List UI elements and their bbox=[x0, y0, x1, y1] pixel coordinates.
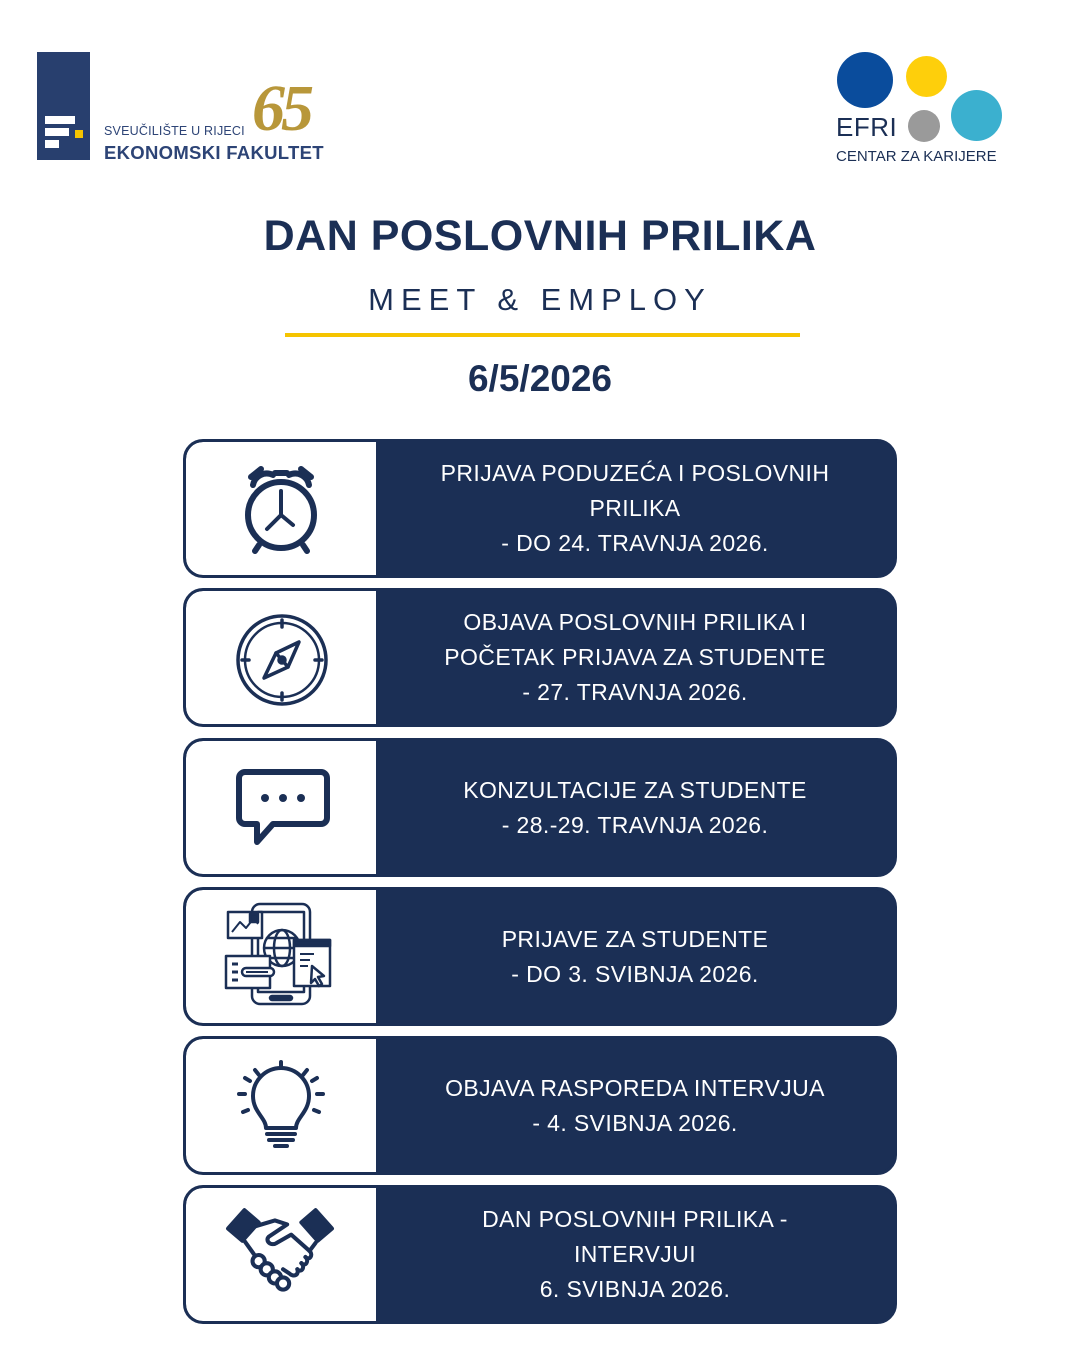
handshake-icon bbox=[224, 1206, 336, 1303]
timeline-text-label: OBJAVA RASPOREDA INTERVJUA - 4. SVIBNJA 2026. bbox=[445, 1074, 825, 1136]
faculty-logo-mark bbox=[37, 52, 90, 160]
logo-dot-blue bbox=[837, 52, 893, 108]
timeline-icon-cell bbox=[186, 591, 376, 724]
university-name: SVEUČILIŠTE U RIJECI bbox=[104, 124, 245, 138]
lightbulb-icon bbox=[231, 1060, 331, 1155]
alarm-clock-icon bbox=[231, 463, 331, 558]
timeline-text bbox=[376, 591, 894, 724]
timeline-text bbox=[376, 442, 894, 575]
divider bbox=[285, 333, 800, 337]
event-subtitle: MEET & EMPLOY bbox=[368, 282, 712, 317]
timeline-icon-cell bbox=[186, 890, 376, 1023]
compass-icon bbox=[231, 612, 331, 707]
logo-dot-yellow bbox=[906, 56, 947, 97]
event-date: 6/5/2026 bbox=[467, 358, 613, 399]
timeline-row bbox=[183, 588, 897, 727]
efri-label: EFRI bbox=[836, 112, 898, 142]
timeline-text bbox=[376, 741, 894, 874]
logo-dot-cyan bbox=[951, 90, 1002, 141]
timeline-text bbox=[376, 1039, 894, 1172]
timeline-text-label: PRIJAVE ZA STUDENTE - DO 3. SVIBNJA 2026. bbox=[501, 925, 769, 987]
event-title: DAN POSLOVNIH PRILIKA bbox=[263, 212, 817, 260]
timeline-row bbox=[183, 1036, 897, 1175]
mobile-apps-icon bbox=[224, 902, 334, 1007]
timeline-row bbox=[183, 738, 897, 877]
timeline-text-label: OBJAVA POSLOVNIH PRILIKA I POČETAK PRIJAVA ZA STUDENTE - 27. TRAVNJA 2026. bbox=[444, 609, 826, 705]
career-center-label: CENTAR ZA KARIJERE bbox=[836, 148, 997, 165]
faculty-logo bbox=[37, 52, 357, 162]
timeline-text-label: KONZULTACIJE ZA STUDENTE - 28.-29. TRAVNJA 2026. bbox=[463, 776, 807, 838]
logo-dot-grey bbox=[908, 110, 940, 142]
faculty-name: EKONOMSKI FAKULTET bbox=[104, 142, 324, 163]
chat-bubble-icon bbox=[231, 762, 331, 857]
timeline-text bbox=[376, 1188, 894, 1321]
timeline-text-label: DAN POSLOVNIH PRILIKA - INTERVJUI 6. SVIBNJA 2026. bbox=[482, 1206, 788, 1302]
anniversary-mark: 65 bbox=[252, 72, 310, 145]
timeline-text bbox=[376, 890, 894, 1023]
efri-career-center-logo bbox=[830, 50, 1020, 170]
timeline-row bbox=[183, 887, 897, 1026]
timeline-text-label: PRIJAVA PODUZEĆA I POSLOVNIH PRILIKA - DO 24. TRAVNJA 2026. bbox=[440, 460, 830, 556]
timeline-icon-cell bbox=[186, 442, 376, 575]
timeline-row bbox=[183, 439, 897, 578]
timeline-row bbox=[183, 1185, 897, 1324]
timeline-icon-cell bbox=[186, 1188, 376, 1321]
timeline-icon-cell bbox=[186, 741, 376, 874]
timeline-icon-cell bbox=[186, 1039, 376, 1172]
